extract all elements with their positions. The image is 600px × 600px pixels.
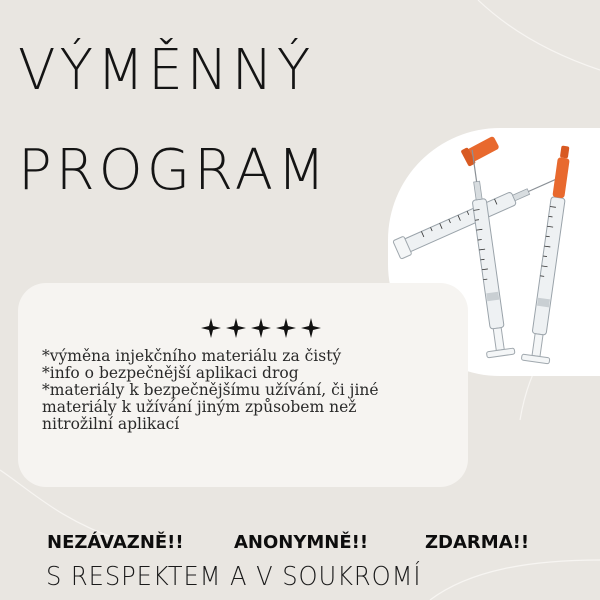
tagline: S RESPEKTEM A V SOUKROMÍ [46, 562, 422, 592]
service-list [42, 348, 422, 433]
title-line-1: VÝMĚNNÝ [18, 38, 315, 103]
tag-nezavazne: NEZÁVAZNĚ!! [47, 532, 184, 553]
list-item: *info o bezpečnější aplikaci drog [42, 364, 299, 382]
five-stars-icon [201, 318, 321, 338]
star-icon [201, 318, 221, 338]
star-icon [251, 318, 271, 338]
star-icon [226, 318, 246, 338]
star-icon [301, 318, 321, 338]
tags-row [0, 532, 600, 558]
list-item: *materiály k bezpečnějšímu užívání, či jiné materiály k užívání jiným způsobem než nitrožilní aplikací [42, 381, 379, 433]
title-line-2: PROGRAM [18, 138, 330, 203]
star-icon [276, 318, 296, 338]
tag-zdarma: ZDARMA!! [425, 532, 530, 553]
tag-anonymne: ANONYMNĚ!! [234, 532, 369, 553]
list-item: *výměna injekčního materiálu za čistý [42, 347, 342, 365]
